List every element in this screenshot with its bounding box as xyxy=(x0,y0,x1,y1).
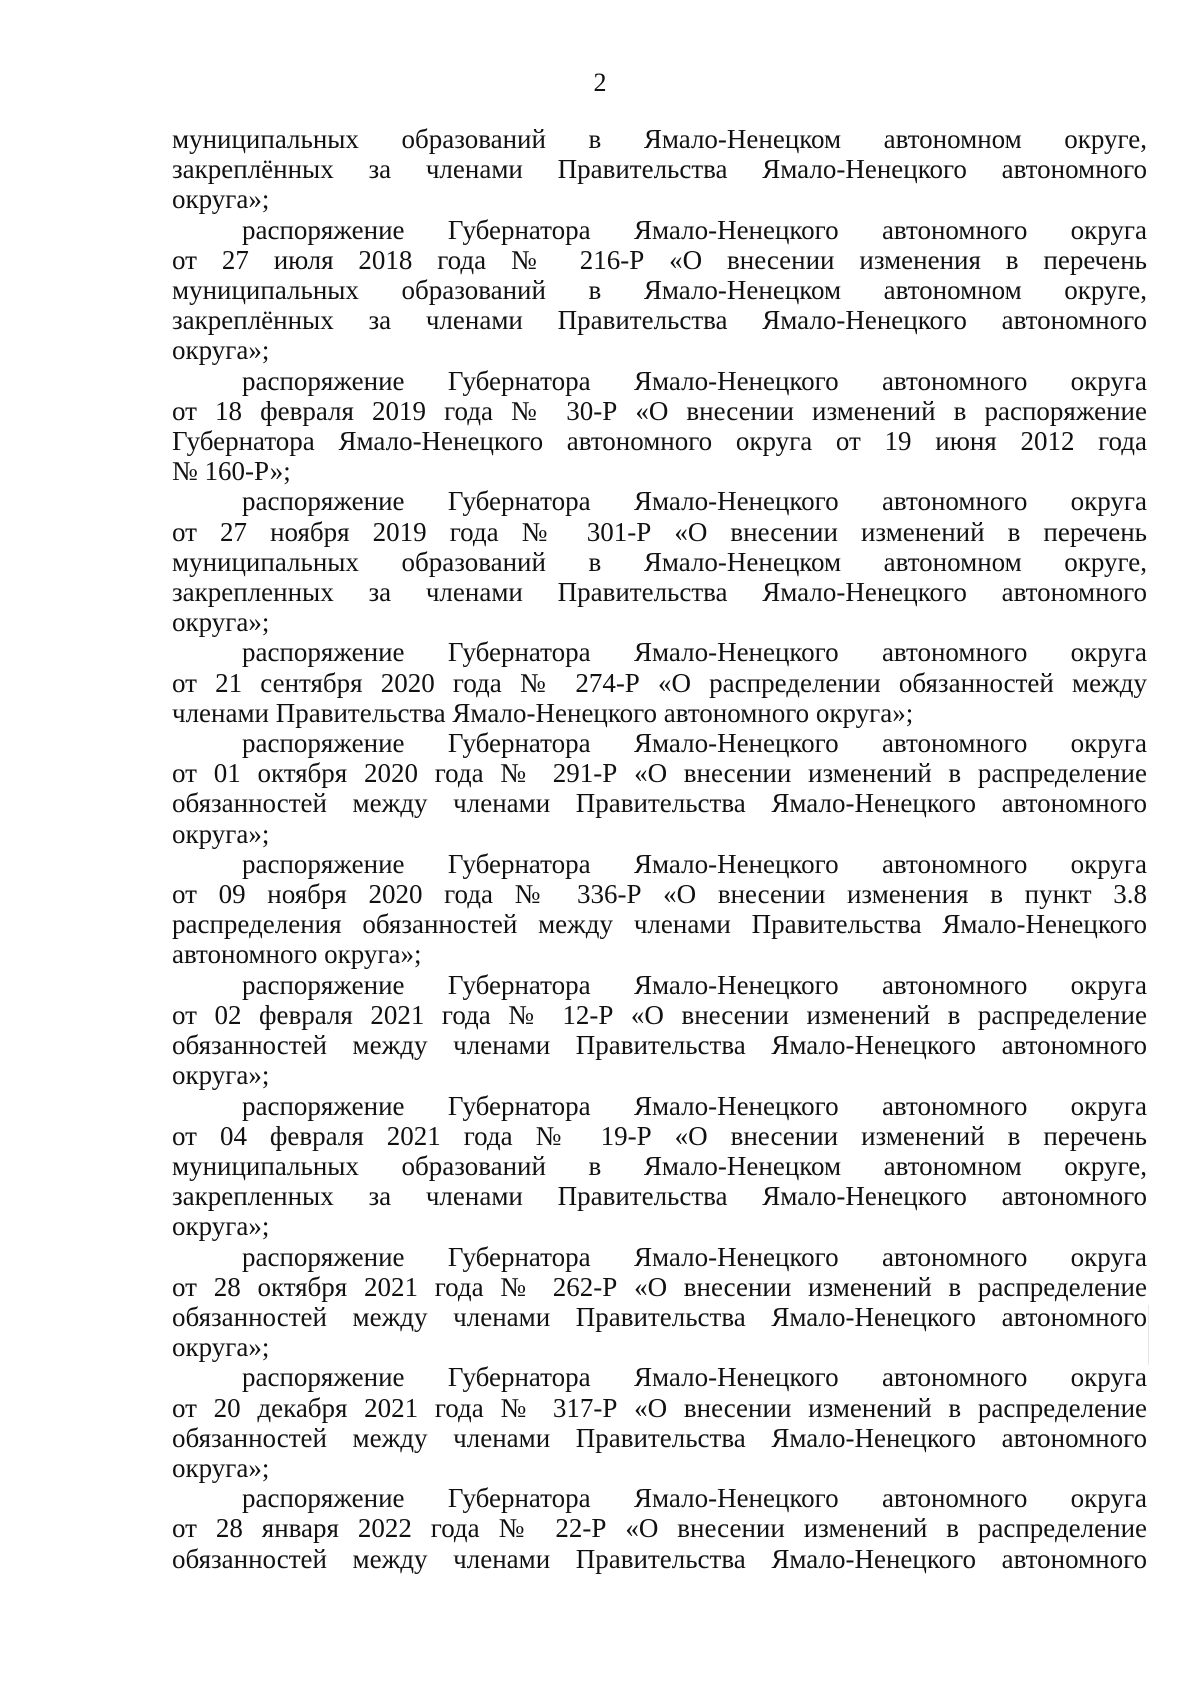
text-line: муниципальных образований в Ямало-Ненецком автономном округе, xyxy=(172,546,1147,577)
text-line: от 18 февраля 2019 года № 30-Р «О внесении изменений в распоряжение xyxy=(172,395,1147,426)
text-line: распоряжение Губернатора Ямало-Ненецкого автономного округа xyxy=(242,728,1147,759)
text-line: распоряжение Губернатора Ямало-Ненецкого автономного округа xyxy=(242,365,1147,396)
text-line: округа»; xyxy=(172,1332,270,1363)
text-line: членами Правительства Ямало-Ненецкого автономного округа»; xyxy=(172,697,914,728)
text-line: округа»; xyxy=(172,607,270,638)
text-line: от 20 декабря 2021 года № 317-Р «О внесении изменений в распределение xyxy=(172,1392,1147,1423)
text-line: от 28 октября 2021 года № 262-Р «О внесении изменений в распределение xyxy=(172,1271,1147,1302)
text-line: округа»; xyxy=(172,818,270,849)
text-line: распоряжение Губернатора Ямало-Ненецкого автономного округа xyxy=(242,637,1147,668)
text-line: от 01 октября 2020 года № 291-Р «О внесении изменений в распределение xyxy=(172,758,1147,789)
text-line: № 160-Р»; xyxy=(172,456,291,487)
text-line: закреплённых за членами Правительства Ямало-Ненецкого автономного xyxy=(172,305,1147,336)
text-line: обязанностей между членами Правительства Ямало-Ненецкого автономного xyxy=(172,1543,1147,1574)
text-line: от 21 сентября 2020 года № 274-Р «О распределении обязанностей между xyxy=(172,667,1147,698)
document-body xyxy=(172,124,1147,1574)
text-line: распоряжение Губернатора Ямало-Ненецкого автономного округа xyxy=(242,214,1147,245)
text-line: закрепленных за членами Правительства Ямало-Ненецкого автономного xyxy=(172,1181,1147,1212)
text-line: муниципальных образований в Ямало-Ненецком автономном округе, xyxy=(172,124,1147,154)
text-line: распоряжение Губернатора Ямало-Ненецкого автономного округа xyxy=(242,1090,1147,1121)
text-line: муниципальных образований в Ямало-Ненецком автономном округе, xyxy=(172,1150,1147,1181)
text-line: Губернатора Ямало-Ненецкого автономного округа от 19 июня 2012 года xyxy=(172,426,1147,457)
text-line: автономного округа»; xyxy=(172,939,422,970)
text-line: распределения обязанностей между членами Правительства Ямало-Ненецкого xyxy=(172,909,1147,940)
text-line: обязанностей между членами Правительства Ямало-Ненецкого автономного xyxy=(172,1422,1147,1453)
text-line: округа»; xyxy=(172,1060,270,1091)
text-line: закрепленных за членами Правительства Ямало-Ненецкого автономного xyxy=(172,577,1147,608)
text-line: распоряжение Губернатора Ямало-Ненецкого автономного округа xyxy=(242,1362,1147,1393)
text-line: от 27 июля 2018 года № 216-Р «О внесении изменения в перечень xyxy=(172,244,1147,275)
text-line: обязанностей между членами Правительства Ямало-Ненецкого автономного xyxy=(172,1030,1147,1061)
text-line: распоряжение Губернатора Ямало-Ненецкого автономного округа xyxy=(242,1483,1147,1514)
text-line: округа»; xyxy=(172,1211,270,1242)
text-line: обязанностей между членами Правительства Ямало-Ненецкого автономного xyxy=(172,1301,1147,1332)
text-line: закреплённых за членами Правительства Ямало-Ненецкого автономного xyxy=(172,154,1147,185)
text-line: распоряжение Губернатора Ямало-Ненецкого автономного округа xyxy=(242,1241,1147,1272)
text-line: округа»; xyxy=(172,184,270,215)
scan-edge-mark xyxy=(1148,1305,1149,1365)
text-line: обязанностей между членами Правительства Ямало-Ненецкого автономного xyxy=(172,788,1147,819)
text-line: муниципальных образований в Ямало-Ненецком автономном округе, xyxy=(172,275,1147,306)
text-line: от 27 ноября 2019 года № 301-Р «О внесении изменений в перечень xyxy=(172,516,1147,547)
text-line: от 02 февраля 2021 года № 12-Р «О внесении изменений в распределение xyxy=(172,999,1147,1030)
text-line: распоряжение Губернатора Ямало-Ненецкого автономного округа xyxy=(242,848,1147,879)
text-line: от 09 ноября 2020 года № 336-Р «О внесении изменения в пункт 3.8 xyxy=(172,879,1147,910)
page-number: 2 xyxy=(593,68,607,97)
text-line: от 28 января 2022 года № 22-Р «О внесении изменений в распределение xyxy=(172,1513,1147,1544)
text-line: округа»; xyxy=(172,335,270,366)
text-line: округа»; xyxy=(172,1452,270,1483)
text-line: от 04 февраля 2021 года № 19-Р «О внесении изменений в перечень xyxy=(172,1120,1147,1151)
text-line: распоряжение Губернатора Ямало-Ненецкого автономного округа xyxy=(242,486,1147,517)
text-line: распоряжение Губернатора Ямало-Ненецкого автономного округа xyxy=(242,969,1147,1000)
